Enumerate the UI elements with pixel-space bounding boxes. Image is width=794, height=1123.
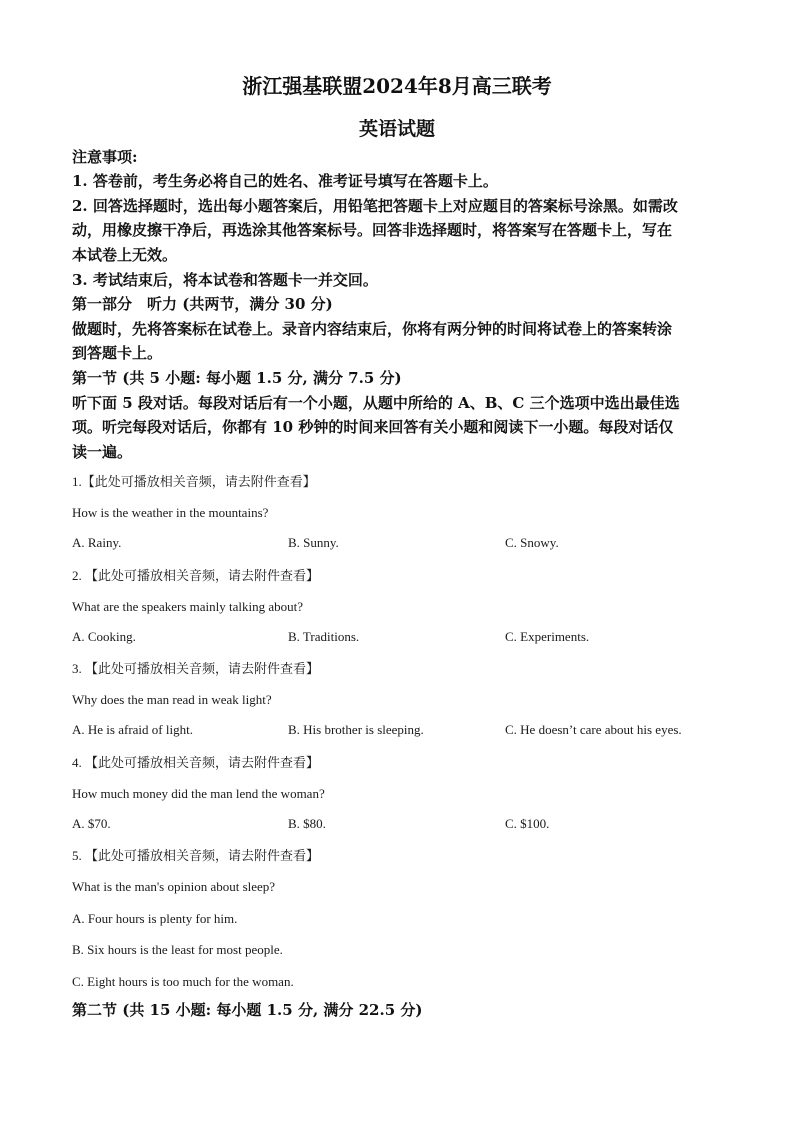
question-5-option-a: A. Four hours is plenty for him. <box>72 911 238 926</box>
question-5-option-c: C. Eight hours is too much for the woman. <box>72 974 294 989</box>
note-2-line-2: 动，用橡皮擦干净后，再选涂其他答案标号。回答非选择题时，将答案写在答题卡上，写在 <box>72 221 673 239</box>
question-5-audio-note: 5. 【此处可播放相关音频，请去附件查看】 <box>72 848 320 863</box>
section1-intro-line-1: 听下面 5 段对话。每段对话后有一个小题，从题中所给的 A、B、C 三个选项中选出最佳选 <box>72 394 680 412</box>
section1-heading: 第一节 (共 5 小题: 每小题 1.5 分, 满分 7.5 分) <box>72 369 402 387</box>
question-3-option-a: A. He is afraid of light. <box>72 722 193 737</box>
question-1-stem: How is the weather in the mountains? <box>72 505 269 520</box>
notes-heading: 注意事项: <box>72 148 138 166</box>
question-3-option-c: C. He doesn’t care about his eyes. <box>505 722 682 737</box>
section1-intro-line-2: 项。听完每段对话后，你都有 10 秒钟的时间来回答有关小题和阅读下一小题。每段对话仅 <box>72 418 674 436</box>
question-1-option-a: A. Rainy. <box>72 535 122 550</box>
question-2-audio-note: 2. 【此处可播放相关音频，请去附件查看】 <box>72 568 320 583</box>
question-1-audio-note: 1.【此处可播放相关音频，请去附件查看】 <box>72 474 316 489</box>
question-5-stem: What is the man's opinion about sleep? <box>72 879 276 894</box>
question-4-option-a: A. $70. <box>72 816 111 831</box>
note-2-line-3: 本试卷上无效。 <box>72 246 178 264</box>
note-1: 1. 答卷前，考生务必将自己的姓名、准考证号填写在答题卡上。 <box>72 172 498 190</box>
question-2-option-c: C. Experiments. <box>505 629 590 644</box>
question-2-stem: What are the speakers mainly talking about? <box>72 599 304 614</box>
question-2-option-a: A. Cooking. <box>72 629 136 644</box>
section2-heading: 第二节 (共 15 小题: 每小题 1.5 分, 满分 22.5 分) <box>72 1001 423 1019</box>
part1-intro-line-1: 做题时，先将答案标在试卷上。录音内容结束后，你将有两分钟的时间将试卷上的答案转涂 <box>72 320 673 338</box>
question-1-option-c: C. Snowy. <box>505 535 559 550</box>
question-3-stem: Why does the man read in weak light? <box>72 692 272 707</box>
question-5-option-b: B. Six hours is the least for most people. <box>72 942 283 957</box>
part1-intro-line-2: 到答题卡上。 <box>72 344 163 362</box>
question-4-option-c: C. $100. <box>505 816 550 831</box>
note-2-line-1: 2. 回答选择题时，选出每小题答案后，用铅笔把答题卡上对应题目的答案标号涂黑。如需改 <box>72 197 678 215</box>
part1-heading: 第一部分 听力 (共两节，满分 30 分) <box>72 295 333 313</box>
question-2-option-b: B. Traditions. <box>288 629 360 644</box>
note-3: 3. 考试结束后，将本试卷和答题卡一并交回。 <box>72 271 378 289</box>
question-4-stem: How much money did the man lend the woman? <box>72 786 325 801</box>
exam-subtitle: 英语试题 <box>358 118 435 140</box>
question-4-audio-note: 4. 【此处可播放相关音频，请去附件查看】 <box>72 755 320 770</box>
section1-intro-line-3: 读一遍。 <box>72 443 133 461</box>
question-3-audio-note: 3. 【此处可播放相关音频，请去附件查看】 <box>72 661 320 676</box>
question-3-option-b: B. His brother is sleeping. <box>288 722 424 737</box>
question-4-option-b: B. $80. <box>288 816 326 831</box>
question-1-option-b: B. Sunny. <box>288 535 339 550</box>
exam-title: 浙江强基联盟2024年8月高三联考 <box>242 74 552 98</box>
